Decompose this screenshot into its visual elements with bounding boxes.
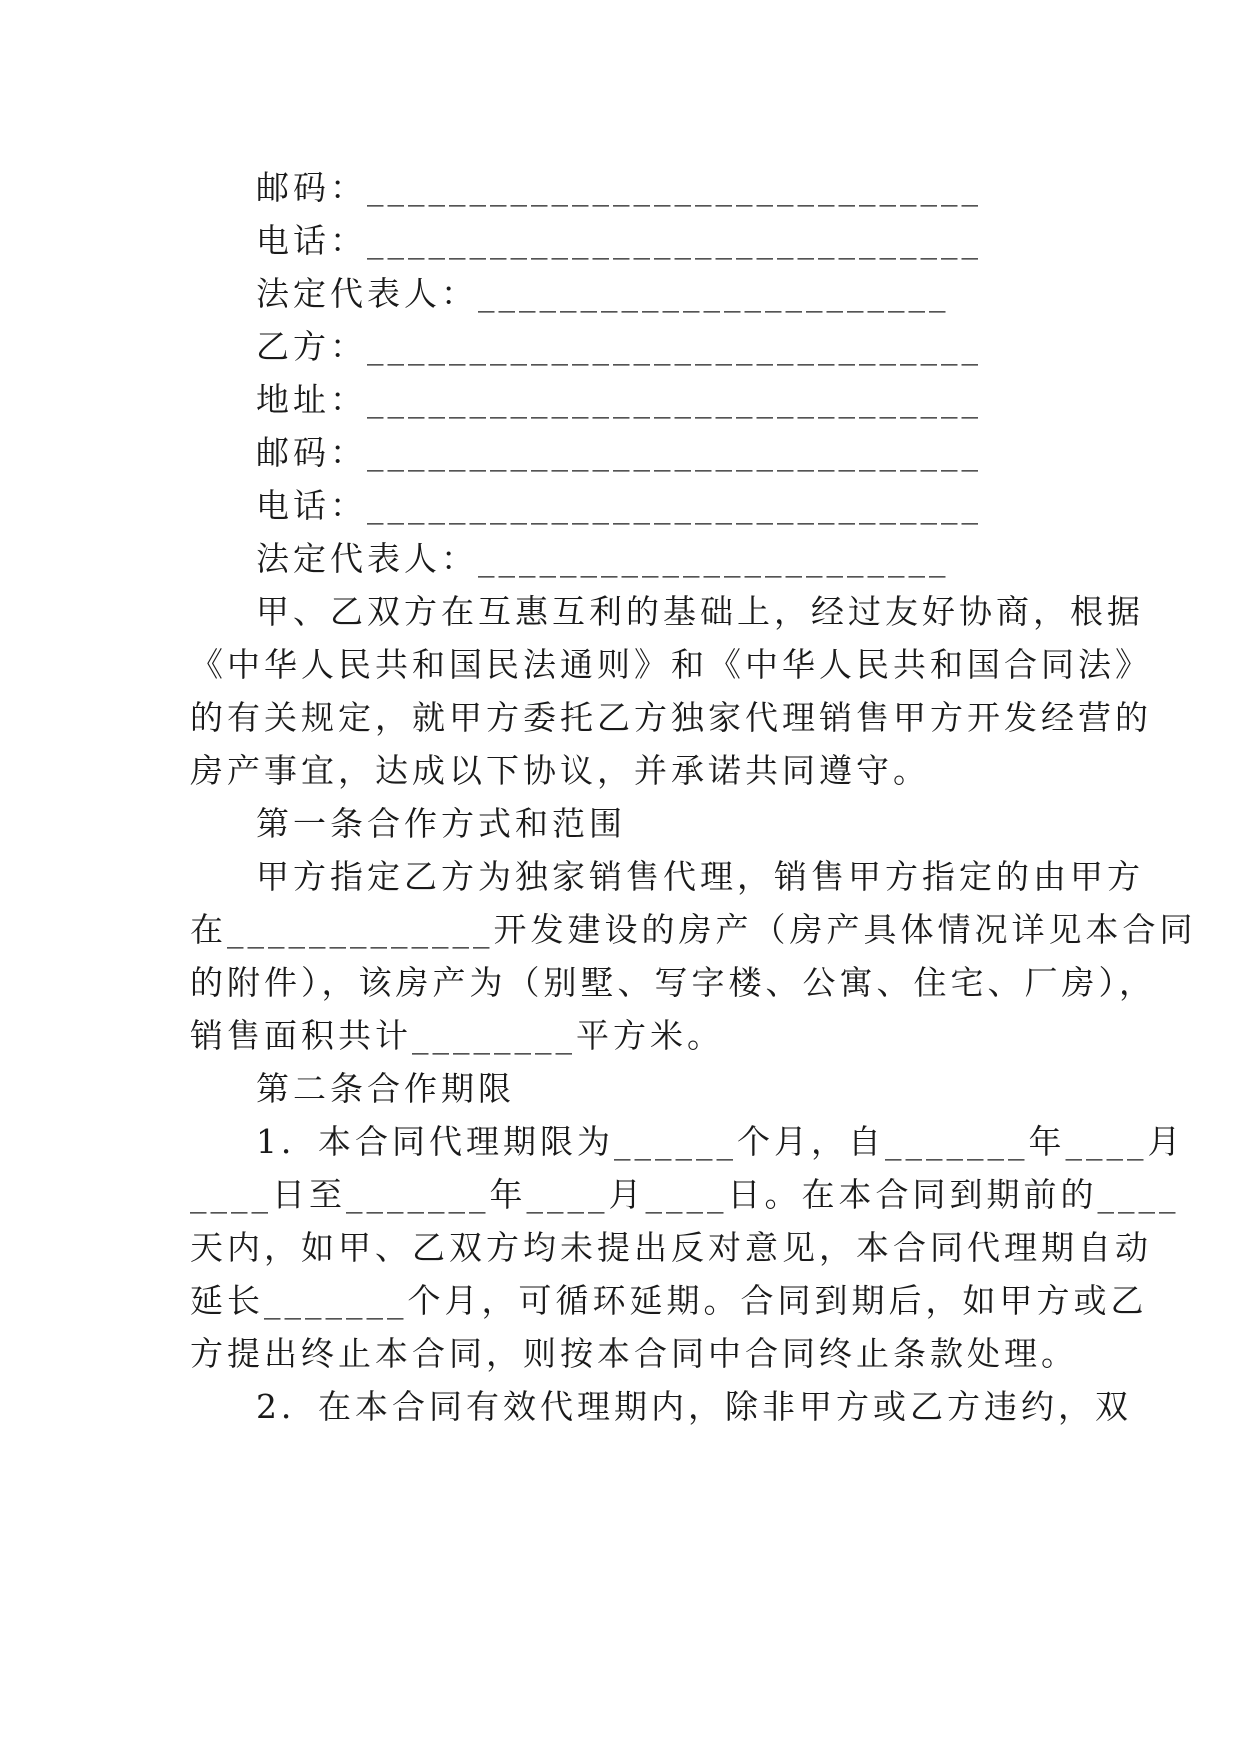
preamble-line: 甲、乙双方在互惠互利的基础上，经过友好协商，根据	[256, 592, 1144, 631]
party-b-name-field: 乙方：______________________________	[256, 327, 982, 366]
preamble-line: 房产事宜，达成以下协议，并承诺共同遵守。	[190, 751, 930, 790]
preamble-line: 的有关规定，就甲方委托乙方独家代理销售甲方开发经营的	[190, 698, 1152, 737]
article-2-clause-1-line: 1．本合同代理期限为______个月，自_______年____月	[256, 1122, 1185, 1161]
article-2-clause-1-line: ____日至_______年____月____日。在本合同到期前的____	[190, 1175, 1180, 1214]
article-1-body-line: 在_____________开发建设的房产（房产具体情况详见本合同	[190, 910, 1197, 949]
party-b-phone-field: 电话：______________________________	[256, 486, 982, 525]
party-a-phone-field: 电话：______________________________	[256, 221, 982, 260]
article-2-clause-1-line: 方提出终止本合同，则按本合同中合同终止条款处理。	[190, 1334, 1078, 1373]
party-b-postcode-field: 邮码：______________________________	[256, 433, 982, 472]
article-2-heading: 第二条合作期限	[256, 1069, 515, 1108]
party-a-legal-representative-field: 法定代表人：_______________________	[256, 274, 950, 313]
article-1-body-line: 销售面积共计________平方米。	[190, 1016, 724, 1055]
article-1-body-line: 的附件），该房产为（别墅、写字楼、公寓、住宅、厂房），	[190, 963, 1156, 1002]
article-1-heading: 第一条合作方式和范围	[256, 804, 626, 843]
article-2-clause-1-line: 延长_______个月，可循环延期。合同到期后，如甲方或乙	[190, 1281, 1148, 1320]
party-a-postcode-field: 邮码：______________________________	[256, 168, 982, 207]
article-2-clause-2-line: 2．在本合同有效代理期内，除非甲方或乙方违约，双	[256, 1387, 1132, 1426]
party-b-address-field: 地址：______________________________	[256, 380, 982, 419]
party-b-legal-representative-field: 法定代表人：_______________________	[256, 539, 950, 578]
article-1-body-line: 甲方指定乙方为独家销售代理，销售甲方指定的由甲方	[256, 857, 1144, 896]
article-2-clause-1-line: 天内，如甲、乙双方均未提出反对意见，本合同代理期自动	[190, 1228, 1152, 1267]
preamble-line: 《中华人民共和国民法通则》和《中华人民共和国合同法》	[190, 645, 1152, 684]
